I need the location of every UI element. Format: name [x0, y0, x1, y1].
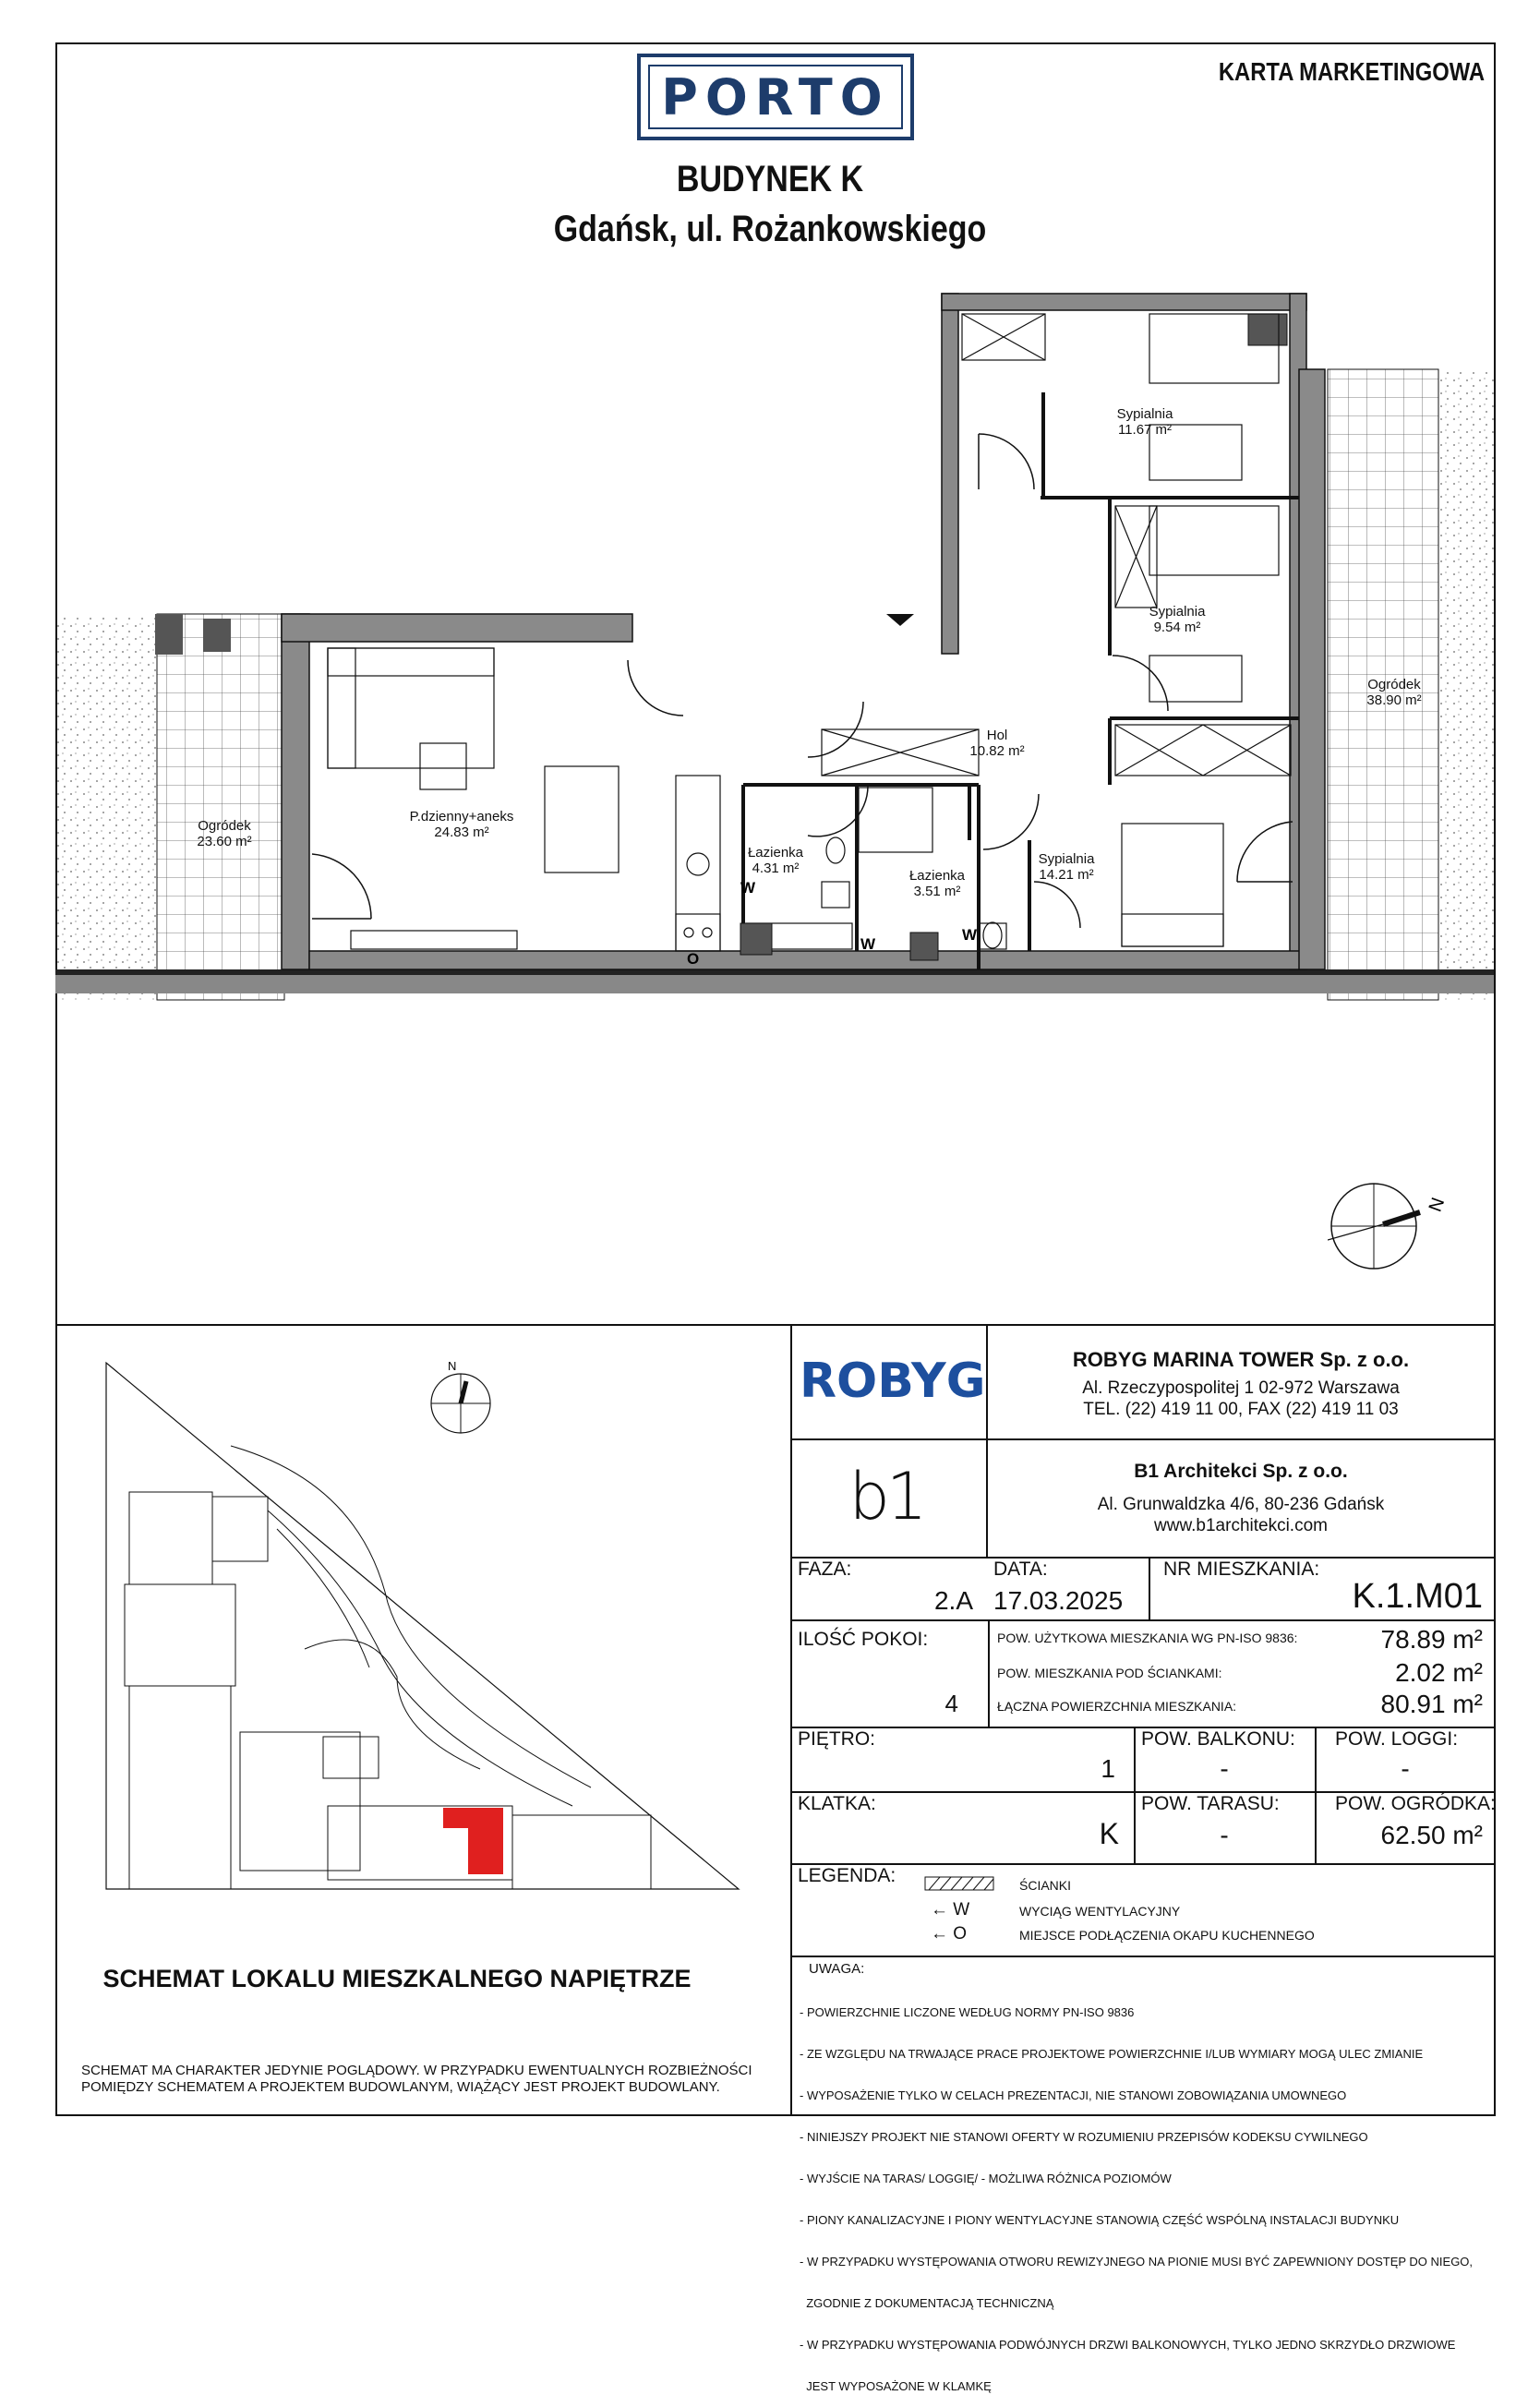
marker-w-2: W: [860, 935, 876, 953]
note-line: - WYPOSAŻENIE TYLKO W CELACH PREZENTACJI, NIE STANOWI ZOBOWIĄZANIA UMOWNEGO: [800, 2088, 1347, 2102]
note-line: - ZE WZGLĘDU NA TRWAJĄCE PRACE PROJEKTOWE POWIERZCHNIE I/LUB WYMIARY MOGĄ ULEC ZMIANIE: [800, 2047, 1424, 2061]
schema-note: SCHEMAT MA CHARAKTER JEDYNIE POGLĄDOWY. W PRZYPADKU EWENTUALNYCH ROZBIEŻNOŚCI POMIĘDZY SCHEMATEM A PROJEKTEM BUDOWLANYM, WIĄŻĄCY JEST PROJEKT BUDOWLANY.: [81, 2063, 752, 2095]
note-line: - POWIERZCHNIE LICZONE WEDŁUG NORMY PN-ISO 9836: [800, 2005, 1135, 2019]
ogrodek-label: POW. OGRÓDKA:: [1335, 1793, 1496, 1814]
architect-www: www.b1architekci.com: [1154, 1516, 1328, 1535]
faza-value: 2.A: [933, 1586, 973, 1615]
balkon-value: -: [1220, 1754, 1229, 1783]
room-bedroom-1: Sypialnia 11.67 m²: [1116, 406, 1173, 438]
data-label: DATA:: [993, 1559, 1048, 1580]
compass-main: [1328, 1171, 1466, 1282]
faza-label: FAZA:: [798, 1559, 852, 1580]
pow-scianki-value: 2.02 m²: [1395, 1658, 1483, 1687]
pow-laczna-value: 80.91 m²: [1380, 1690, 1483, 1718]
marker-w-1: W: [740, 879, 756, 897]
svg-text:N: N: [448, 1359, 457, 1373]
data-value: 17.03.2025: [993, 1586, 1124, 1615]
building-title: BUDYNEK K: [676, 159, 864, 199]
floor-plan: [55, 286, 1496, 1006]
note-line: - NINIEJSZY PROJEKT NIE STANOWI OFERTY W ROZUMIENIU PRZEPISÓW KODEKSU CYWILNEGO: [800, 2130, 1368, 2144]
schema-title: SCHEMAT LOKALU MIESZKALNEGO NAPIĘTRZE: [102, 1965, 692, 1992]
legend-o-symbol: ← O: [931, 1924, 968, 1944]
compass-main-n: N: [1425, 1195, 1450, 1215]
marker-o: O: [687, 950, 700, 968]
taras-value: -: [1220, 1821, 1229, 1849]
room-garden-right: Ogródek 38.90 m²: [1366, 677, 1422, 708]
garden-tiles-left: [157, 614, 284, 1000]
loggia-value: -: [1401, 1754, 1410, 1783]
nr-value: K.1.M01: [1352, 1577, 1483, 1616]
pokoje-label: ILOŚĆ POKOI:: [798, 1629, 929, 1650]
notes-list: [800, 1978, 1483, 2407]
site-plan-schema: [92, 1344, 757, 1935]
pow-laczna-label: ŁĄCZNA POWIERZCHNIA MIESZKANIA:: [997, 1699, 1237, 1714]
room-bathroom-1: Łazienka 4.31 m²: [747, 845, 804, 876]
note-line: JEST WYPOSAŻONE W KLAMKĘ: [800, 2379, 992, 2393]
notes-title: UWAGA:: [809, 1961, 865, 1977]
pow-uzytkowa-label: POW. UŻYTKOWA MIESZKANIA WG PN-ISO 9836:: [997, 1631, 1298, 1645]
developer-address: Al. Rzeczypospolitej 1 02-972 Warszawa: [1082, 1378, 1400, 1398]
porto-logo: [637, 54, 914, 140]
marker-w-3: W: [962, 926, 978, 944]
room-bedroom-2: Sypialnia 9.54 m²: [1149, 604, 1206, 635]
room-bathroom-2: Łazienka 3.51 m²: [908, 868, 966, 899]
note-line: - PIONY KANALIZACYJNE I PIONY WENTYLACYJNE STANOWIĄ CZĘŚĆ WSPÓLNĄ INSTALACJI BUDYNKU: [800, 2213, 1400, 2227]
legend-walls-text: ŚCIANKI: [1019, 1878, 1072, 1893]
pow-uzytkowa-value: 78.89 m²: [1380, 1625, 1483, 1654]
loggia-label: POW. LOGGI:: [1335, 1728, 1459, 1750]
porto-logo-text: PORTO: [648, 65, 903, 129]
room-living-kitchen: P.dzienny+aneks 24.83 m²: [409, 809, 514, 840]
robyg-logo: ROBYG: [800, 1354, 986, 1409]
architect-name: B1 Architekci Sp. z o.o.: [1134, 1461, 1348, 1482]
room-hall: Hol 10.82 m²: [969, 728, 1025, 759]
developer-name: ROBYG MARINA TOWER Sp. z o.o.: [1072, 1348, 1410, 1371]
klatka-value: K: [1099, 1817, 1119, 1850]
plan-divider: [55, 1324, 1496, 1326]
note-line: - W PRZYPADKU WYSTĘPOWANIA PODWÓJNYCH DRZWI BALKONOWYCH, TYLKO JEDNO SKRZYDŁO DRZWIOWE: [800, 2338, 1456, 2352]
pietro-value: 1: [1101, 1754, 1115, 1783]
legend-w-text: WYCIĄG WENTYLACYJNY: [1019, 1904, 1181, 1919]
developer-contact: TEL. (22) 419 11 00, FAX (22) 419 11 03: [1083, 1400, 1399, 1419]
note-line: - WYJŚCIE NA TARAS/ LOGGIĘ/ - MOŻLIWA RÓŻNICA POZIOMÓW: [800, 2172, 1172, 2185]
pokoje-value: 4: [944, 1690, 958, 1717]
ogrodek-value: 62.50 m²: [1380, 1821, 1483, 1849]
pow-scianki-label: POW. MIESZKANIA POD ŚCIANKAMI:: [997, 1666, 1222, 1680]
balkon-label: POW. BALKONU:: [1141, 1728, 1295, 1750]
room-garden-left: Ogródek 23.60 m²: [197, 818, 252, 849]
b1-logo: b1: [848, 1459, 924, 1534]
taras-label: POW. TARASU:: [1141, 1793, 1280, 1814]
klatka-label: KLATKA:: [798, 1793, 876, 1814]
pietro-label: PIĘTRO:: [798, 1728, 876, 1750]
legend-w-symbol: ← W: [931, 1900, 970, 1920]
nr-label: NR MIESZKANIA:: [1163, 1559, 1320, 1580]
legend-o-text: MIEJSCE PODŁĄCZENIA OKAPU KUCHENNEGO: [1019, 1928, 1315, 1943]
document-type: KARTA MARKETINGOWA: [1218, 57, 1485, 86]
building-address: Gdańsk, ul. Rożankowskiego: [553, 209, 987, 249]
legend-label: LEGENDA:: [798, 1865, 896, 1886]
garden-grass-left: [57, 614, 157, 1000]
note-line: - W PRZYPADKU WYSTĘPOWANIA OTWORU REWIZYJNEGO NA PIONIE MUSI BYĆ ZAPEWNIONY DOSTĘP DO NIEGO,: [800, 2255, 1474, 2269]
note-line: ZGODNIE Z DOKUMENTACJĄ TECHNICZNĄ: [800, 2296, 1054, 2310]
legend-walls-swatch: [923, 1874, 997, 1893]
room-bedroom-3: Sypialnia 14.21 m²: [1038, 851, 1095, 883]
architect-address: Al. Grunwaldzka 4/6, 80-236 Gdańsk: [1097, 1495, 1385, 1514]
